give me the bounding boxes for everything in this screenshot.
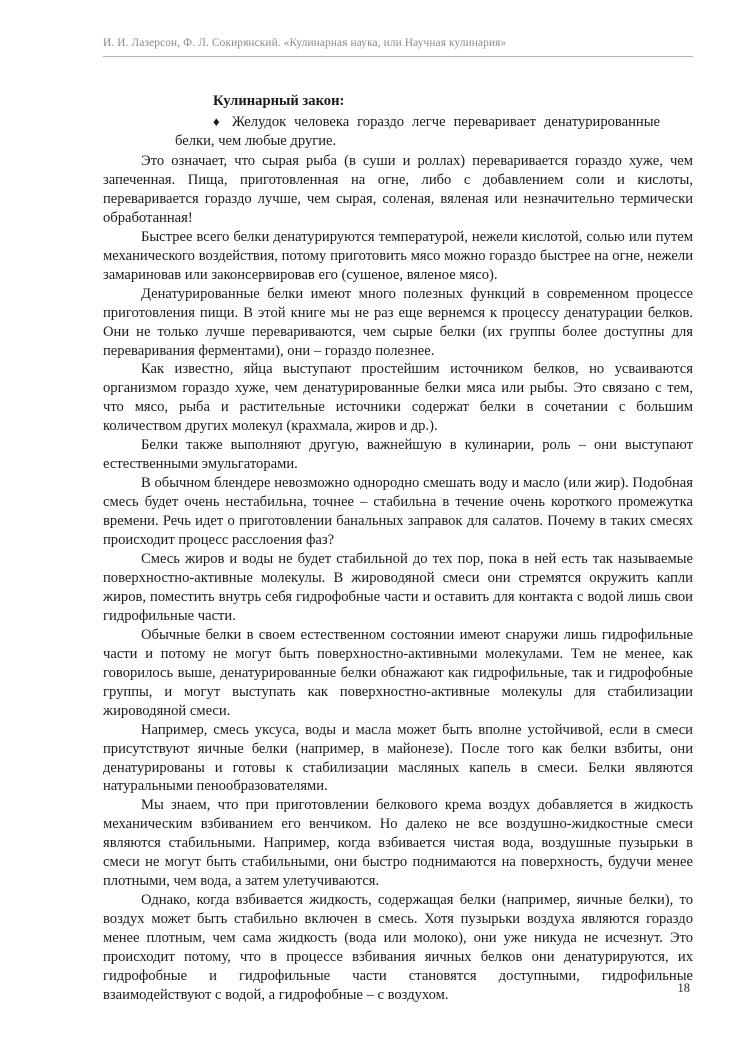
body-text [103,152,693,1005]
law-statement-line-1 [213,114,660,131]
law-statement-line-2: белки, чем любые другие. [175,133,337,149]
paragraph: Быстрее всего белки денатурируются температурой, нежели кислотой, солью или путем механического воздействия, потому приготовить мясо можно гораздо быстрее на огне, нежели замариновав или законсервировав его (сушеное, вяленое мясо). [103,228,693,283]
paragraph: Однако, когда взбивается жидкость, содержащая белки (например, яичные белки), то воздух может быть стабильно включен в смесь. Хотя пузырьки воздуха являются гораздо менее плотным, чем сама жидкость (вода или молоко), они уже никуда не исчезнут. Это происходит потому, что в процессе взбивания яичных белков они денатурируются, их гидрофобные и гидрофильные части становятся доступными, гидрофильные взаимодействуют с водой, а гидрофобные – с воздухом. [103,892,693,1003]
header-divider [103,56,693,57]
diamond-bullet-icon: ♦ [213,114,224,129]
paragraph: Денатурированные белки имеют много полезных функций в современном процессе приготовления пищи. В этой книге мы не раз еще вернемся к процессу денатурации белков. Они не только лучше перевариваются, чем сырые белки (их группы более доступны для переваривания ферментами), они – гораздо полезнее. [103,285,693,359]
paragraph: В обычном блендере невозможно однородно смешать воду и масло (или жир). Подобная смесь будет очень нестабильна, точнее – стабильна в течение очень короткого промежутка времени. Речь идет о приготовлении банальных заправок для салатов. Почему в таких смесях происходит процесс расслоения фаз? [103,475,693,549]
paragraph: Белки также выполняют другую, важнейшую в кулинарии, роль – они выступают естественными эмульгаторами. [103,437,693,473]
law-title: Кулинарный закон: [213,93,345,109]
paragraph: Смесь жиров и воды не будет стабильной до тех пор, пока в ней есть так называемые поверхностно-активные молекулы. В жироводяной смеси они стремятся окружить капли жиров, поместить внутрь себя гидрофобные части и оставить для контакта с водой лишь свои гидрофильные части. [103,551,693,624]
page-number: 18 [677,981,690,995]
paragraph: Как известно, яйца выступают простейшим источником белков, но усваиваются организмом гораздо хуже, чем денатурированные белки мяса или рыбы. Это связано с тем, что мясо, рыба и растительные источники содержат белки в сочетании с большим количеством других молекул (крахмала, жиров и др.). [103,361,693,435]
paragraph: Это означает, что сырая рыба (в суши и роллах) переваривается гораздо хуже, чем запеченная. Пища, приготовленная на огне, либо с добавлением соли и кислоты, переваривается гораздо лучше, чем сырая, соленая, вяленая или незначительно термически обработанная! [103,153,693,226]
running-header: И. И. Лазерсон, Ф. Л. Сокирянский. «Кулинарная наука, или Научная кулинария» [103,37,507,49]
paragraph: Например, смесь уксуса, воды и масла может быть вполне устойчивой, если в смеси присутствуют яичные белки (например, в майонезе). После того как белки взбиты, они денатурированы и готовы к стабилизации масляных капель в смеси. Белки являются натуральными пенообразователями. [103,721,693,795]
paragraph: Мы знаем, что при приготовлении белкового крема воздух добавляется в жидкость механическим взбиванием его венчиком. Но далеко не все воздушно-жидкостные смеси являются стабильными. Например, когда взбивается чистая вода, воздушные пузырьки в смеси не могут быть стабильными, они быстро поднимаются на поверхность, будучи менее плотными, чем вода, а затем улетучиваются. [103,797,693,890]
law-statement-text: Желудок человека гораздо легче переваривает денатурированные [231,114,660,130]
paragraph: Обычные белки в своем естественном состоянии имеют снаружи лишь гидрофильные части и потому не могут быть поверхностно-активными молекулами. Тем не менее, как говорилось выше, денатурированные белки обнажают как гидрофильные, так и гидрофобные группы, и могут выступать как поверхностно-активные молекулы для стабилизации жироводяной смеси. [103,626,693,719]
